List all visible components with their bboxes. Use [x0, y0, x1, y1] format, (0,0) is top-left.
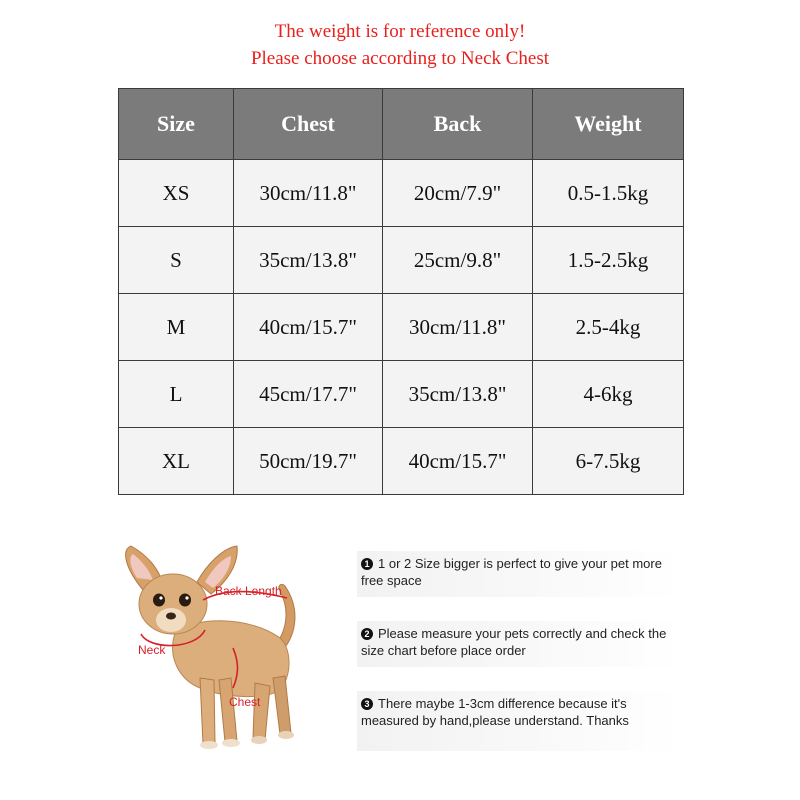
table-row	[119, 160, 684, 227]
cell-weight: 6-7.5kg	[533, 428, 684, 495]
cell-back: 40cm/15.7"	[383, 428, 533, 495]
back-length-label: Back Length	[215, 584, 282, 598]
table-row	[119, 361, 684, 428]
cell-chest: 50cm/19.7"	[234, 428, 383, 495]
header-size: Size	[119, 89, 234, 160]
number-three-icon: 3	[361, 698, 373, 710]
note-size-bigger	[357, 551, 679, 597]
cell-back: 30cm/11.8"	[383, 294, 533, 361]
reference-notice-line2: Please choose according to Neck Chest	[250, 48, 550, 69]
note-measure-correctly	[357, 621, 679, 667]
chest-label: Chest	[229, 695, 261, 709]
note-text: 1 or 2 Size bigger is perfect to give your pet more free space	[361, 556, 662, 588]
note-text: There maybe 1-3cm difference because it's measured by hand,please understand. Thanks	[361, 696, 629, 728]
cell-size: L	[119, 361, 234, 428]
header-back: Back	[383, 89, 533, 160]
cell-chest: 35cm/13.8"	[234, 227, 383, 294]
cell-size: XS	[119, 160, 234, 227]
neck-label: Neck	[138, 643, 166, 657]
cell-weight: 2.5-4kg	[533, 294, 684, 361]
cell-size: XL	[119, 428, 234, 495]
note-measurement-difference	[357, 691, 679, 751]
cell-weight: 1.5-2.5kg	[533, 227, 684, 294]
header-weight: Weight	[533, 89, 684, 160]
cell-weight: 0.5-1.5kg	[533, 160, 684, 227]
size-chart-table	[118, 88, 684, 495]
cell-chest: 30cm/11.8"	[234, 160, 383, 227]
cell-back: 20cm/7.9"	[383, 160, 533, 227]
header-chest: Chest	[234, 89, 383, 160]
dog-measurement-illustration	[115, 538, 310, 758]
cell-chest: 40cm/15.7"	[234, 294, 383, 361]
cell-chest: 45cm/17.7"	[234, 361, 383, 428]
table-header-row	[119, 89, 684, 160]
reference-notice-line1: The weight is for reference only!	[274, 21, 526, 42]
table-row	[119, 294, 684, 361]
cell-size: M	[119, 294, 234, 361]
cell-weight: 4-6kg	[533, 361, 684, 428]
number-two-icon: 2	[361, 628, 373, 640]
cell-size: S	[119, 227, 234, 294]
cell-back: 35cm/13.8"	[383, 361, 533, 428]
number-one-icon: 1	[361, 558, 373, 570]
table-row	[119, 428, 684, 495]
note-text: Please measure your pets correctly and check the size chart before place order	[361, 626, 667, 658]
cell-back: 25cm/9.8"	[383, 227, 533, 294]
table-row	[119, 227, 684, 294]
